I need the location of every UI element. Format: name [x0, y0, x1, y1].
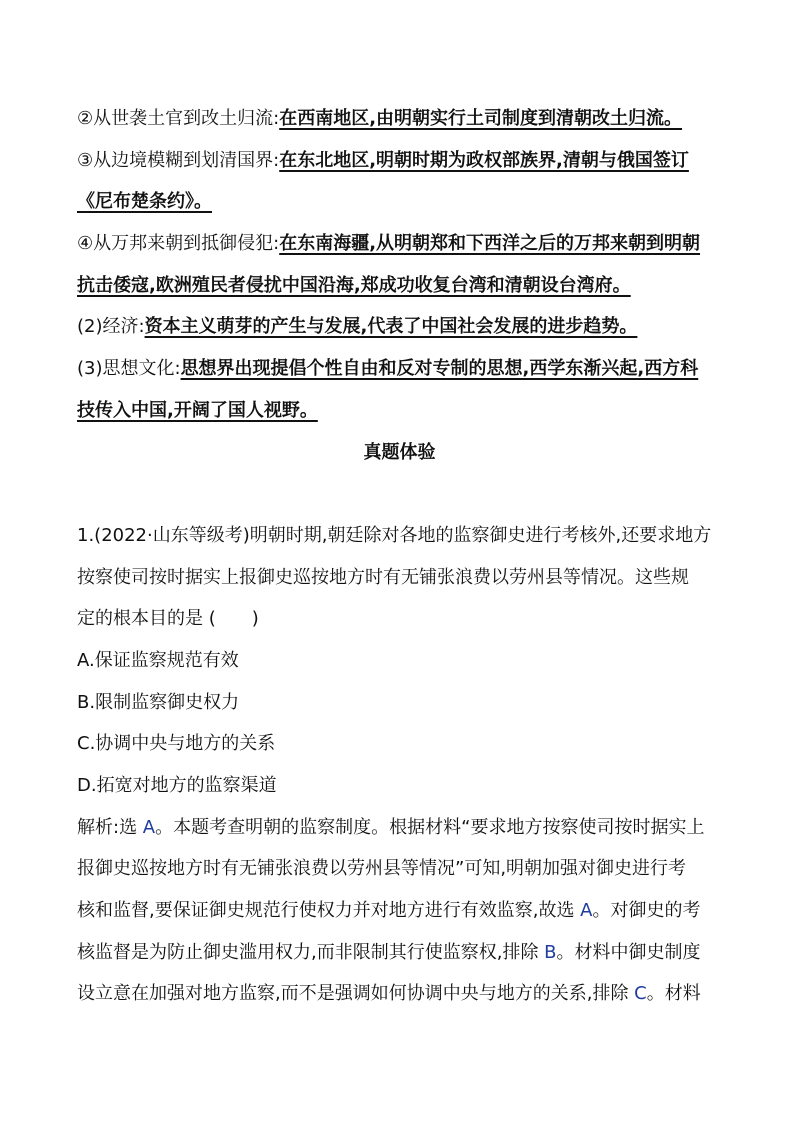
analysis-line	[77, 807, 722, 849]
answer-text: 在东北地区,明朝时期为政权部族界,清朝与俄国签订	[279, 149, 689, 171]
question-stem: 定的根本目的是 ( )	[77, 608, 259, 630]
review-prefix: ②从世袭土官到改土归流:	[77, 108, 280, 129]
analysis-line	[77, 890, 722, 932]
review-prefix: (3)思想文化:	[77, 358, 181, 380]
option-d: D.拓宽对地方的监察渠道	[77, 775, 277, 796]
review-item-border-cont	[77, 181, 722, 223]
answer-letter: C	[634, 983, 647, 1005]
review-item-wanbang-cont	[77, 265, 722, 307]
answer-text: 思想界出现提倡个性自由和反对专制的思想,西学东渐兴起,西方科	[180, 358, 699, 380]
review-item-economy	[77, 306, 722, 348]
analysis-line	[77, 932, 722, 974]
analysis-text: 解析:选	[77, 816, 143, 838]
review-item-tusi	[77, 98, 722, 140]
answer-text: 《尼布楚条约》。	[77, 191, 212, 213]
option-a: A.保证监察规范有效	[77, 649, 239, 671]
review-item-culture-cont	[77, 390, 722, 432]
answer-letter: B	[544, 941, 557, 963]
spacer	[77, 473, 722, 515]
review-prefix: ④从万邦来朝到抵御侵犯:	[77, 233, 280, 255]
analysis-text: 。本题考查明朝的监察制度。根据材料“要求地方按察使司按时据实上	[155, 816, 705, 838]
analysis-text: 。材料中御史制度	[556, 941, 701, 963]
answer-letter: A	[580, 900, 593, 922]
analysis-text: 设立意在加强对地方监察,而不是强调如何协调中央与地方的关系,排除	[77, 983, 635, 1005]
review-item-culture	[77, 348, 722, 390]
review-item-wanbang	[77, 223, 722, 265]
answer-text: 在东南海疆,从明朝郑和下西洋之后的万邦来朝到明朝	[279, 233, 701, 255]
review-item-border	[77, 140, 722, 182]
option-b: B.限制监察御史权力	[77, 691, 240, 713]
answer-letter: A	[142, 816, 156, 838]
review-prefix: (2)经济:	[77, 316, 145, 338]
question-stem: 1.(2022·山东等级考)明朝时期,朝廷除对各地的监察御史进行考核外,还要求地方	[77, 524, 712, 546]
analysis-line	[77, 973, 722, 1015]
review-prefix: ③从边境模糊到划清国界:	[77, 149, 280, 171]
analysis-line: 报御史巡按地方时有无铺张浪费以劳州县等情况”可知,明朝加强对御史进行考	[77, 858, 687, 880]
answer-text: 在西南地区,由明朝实行土司制度到清朝改土归流。	[279, 108, 683, 129]
analysis-text: 。对御史的考	[592, 900, 701, 922]
analysis-text: 核监督是为防止御史滥用权力,而非限制其行使监察权,排除	[77, 941, 545, 963]
answer-text: 技传入中国,开阔了国人视野。	[77, 399, 318, 421]
option-c: C.协调中央与地方的关系	[77, 733, 276, 755]
analysis-text: 核和监督,要保证御史规范行使权力并对地方进行有效监察,故选	[77, 900, 581, 922]
answer-text: 抗击倭寇,欧洲殖民者侵扰中国沿海,郑成功收复台湾和清朝设台湾府。	[77, 274, 631, 296]
answer-text: 资本主义萌芽的产生与发展,代表了中国社会发展的进步趋势。	[144, 316, 638, 338]
question-stem: 按察使司按时据实上报御史巡按地方时有无铺张浪费以劳州县等情况。这些规	[77, 566, 689, 588]
section-title: 真题体验	[363, 441, 436, 463]
document-page	[77, 98, 722, 1015]
analysis-text: 。材料	[646, 983, 701, 1005]
